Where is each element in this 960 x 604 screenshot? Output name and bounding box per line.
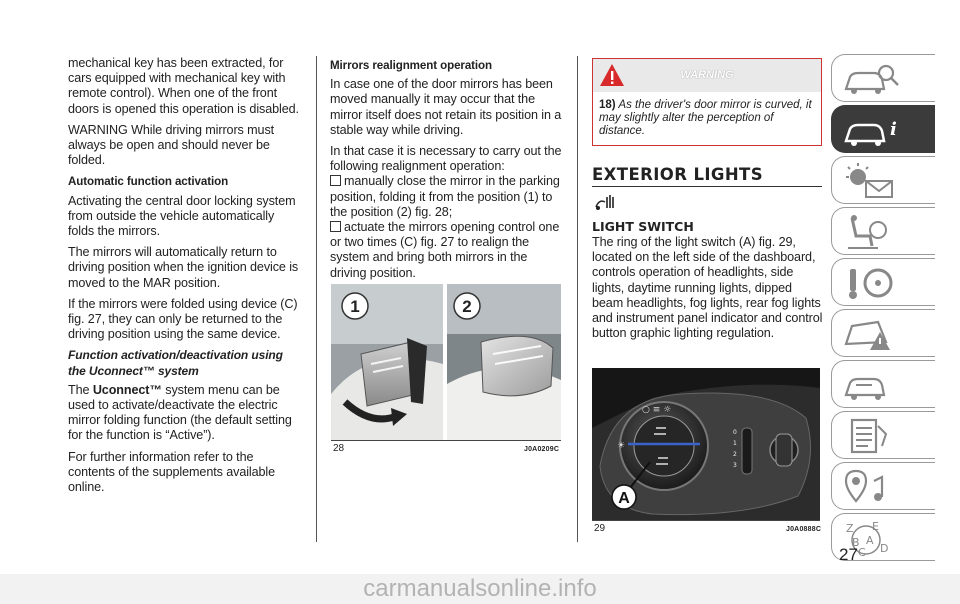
subheading-light-switch: LIGHT SWITCH [592,219,694,234]
warning-box [592,58,822,146]
multimedia-location-icon [842,467,902,507]
paragraph: For further information refer to the contents of the supplements available online. [68,449,276,495]
figure-29-light-switch [592,368,820,520]
brand-uconnect: Uconnect™ [92,382,162,397]
svg-text:○ ≡ ☼: ○ ≡ ☼ [642,405,672,415]
paragraph: If the mirrors were folded using device (C) fig. 27, they can only be returned to the driving position using the same device. [68,296,298,342]
figure-28-mirrors [331,284,561,440]
section-title: EXTERIOR LIGHTS [592,165,763,184]
heading-automatic-activation: Automatic function activation [68,175,229,189]
bullet-box-icon [330,221,341,232]
dial-mark-3: 3 [733,462,737,469]
tab-starting-driving[interactable] [831,258,935,306]
callout-a-label: A [618,490,630,507]
svg-text:B: B [852,536,860,549]
text: The [68,382,93,397]
column-right [592,235,824,347]
seat-airbag-icon [842,212,902,252]
paragraph: The ring of the light switch (A) fig. 29, located on the left side of the dashboard, controls operation of headlights, side lights, daytime running lights, dipped beam headlights, fog lights, rear fog lights and instrument panel indicator and control button graphic lighting regulation. [592,235,823,341]
car-emergency-icon [842,314,902,354]
paragraph-uconnect [68,383,300,444]
tab-vehicle-knowledge[interactable] [831,105,935,153]
tab-safety[interactable] [831,207,935,255]
list-item-text: actuate the mirrors opening control one or two times (C) fig. 27 to realign the system and bring both mirrors in the driving position. [330,220,560,280]
column-middle [330,56,562,281]
tab-technical-data[interactable] [831,411,935,459]
svg-text:☀: ☀ [617,441,626,451]
figure-rule [592,520,820,521]
svg-text:D: D [880,542,889,555]
warning-number: 18) [599,99,616,111]
section-underline [592,186,822,187]
paragraph-warning-inline: WARNING While driving mirrors must always be open and should never be folded. [68,122,275,168]
paragraph: mechanical key has been extracted, for cars equipped with mechanical key with remote control). When one of the front doors is opened this operation is disabled. [68,56,299,116]
online-reference-icon [593,193,619,211]
tab-warning-lights[interactable] [831,156,935,204]
text: system menu can be used to activate/deactivate the electric mirror folding function (the default setting for the function is “Active”). [68,382,292,443]
svg-text:Z: Z [846,522,854,535]
paragraph: The mirrors will automatically return to driving position when the ignition device is moved to the MAR position. [68,245,299,290]
steering-key-icon [842,263,902,303]
list-item [330,174,562,220]
figure-28-number: 28 [333,443,345,454]
callout-1-label: 1 [350,297,360,316]
data-sheet-icon [844,416,904,456]
car-info-icon [840,111,910,151]
svg-text:C: C [858,546,866,558]
column-divider [577,56,578,542]
paragraph: In that case it is necessary to carry out the following realignment operation: [330,144,562,174]
list-item [330,220,562,281]
warning-text [599,99,815,138]
figure-29-code: J0A0888C [786,526,822,533]
tab-multimedia[interactable] [831,462,935,510]
dial-mark-1: 1 [733,440,737,447]
figure-28-code: J0A0209C [524,446,560,453]
dial-mark-2: 2 [733,451,737,458]
tab-dashboard-knowledge[interactable] [831,54,935,102]
paragraph: Activating the central door locking system from outside the vehicle automatically folds the mirrors. [68,193,296,239]
bullet-box-icon [330,175,341,186]
figure-rule [331,440,561,441]
warning-header [593,59,821,92]
warning-title: WARNING [680,69,734,81]
page-number: 27 [839,545,858,564]
warning-body: As the driver's door mirror is curved, it may slightly alter the perception of distance. [599,99,812,137]
list-item-text: manually close the mirror in the parking position, folding it from the position (1) to the position (2) fig. 28; [330,174,560,219]
paragraph: In case one of the door mirrors has been moved manually it may occur that the mirror itself does not retain its position in a stable way while driving. [330,77,562,137]
svg-text:E: E [872,520,879,533]
heading-uconnect: Function activation/deactivation using the Uconnect™ system [68,348,283,378]
svg-text:i: i [890,119,897,140]
column-left [68,56,300,501]
svg-text:A: A [866,534,874,547]
watermark: carmanualsonline.info [0,574,960,604]
tab-in-emergency[interactable] [831,309,935,357]
heading-realignment: Mirrors realignment operation [330,59,493,72]
dial-mark-0: 0 [733,429,737,436]
car-magnifier-icon [842,59,902,99]
tab-servicing-care[interactable] [831,360,935,408]
callout-2-label: 2 [462,297,472,316]
figure-29-number: 29 [594,523,606,534]
warning-light-envelope-icon [842,161,902,201]
car-service-icon [842,365,902,405]
column-divider [316,56,317,542]
